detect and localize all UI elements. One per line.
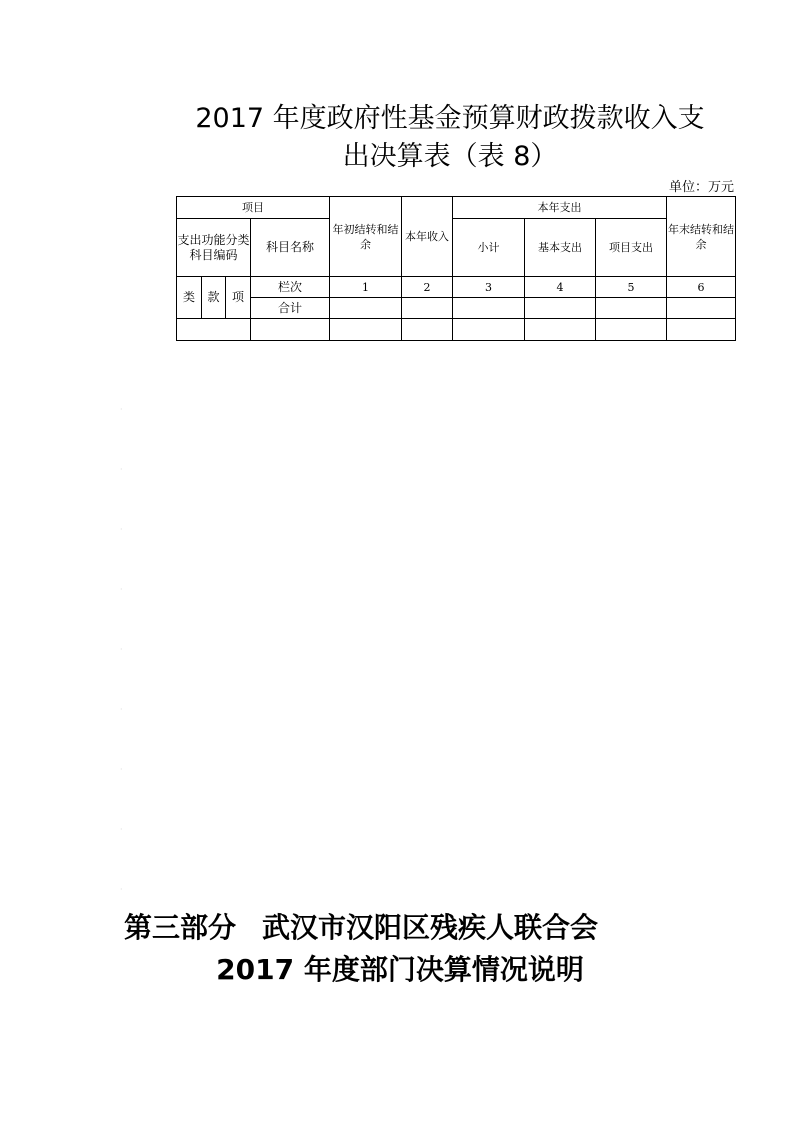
total-cell-3	[453, 298, 525, 319]
header-income: 本年收入	[402, 197, 453, 277]
header-expense: 本年支出	[453, 197, 667, 219]
part-subtitle: 2017 年度部门决算情况说明	[216, 953, 584, 986]
column-row-label: 栏次	[251, 277, 330, 298]
total-cell-5	[596, 298, 667, 319]
unit-label: 单位：万元	[668, 180, 734, 195]
header-subtotal: 小计	[453, 219, 525, 277]
header-closing-balance: 年末结转和结余	[667, 197, 736, 277]
part-org-name: 武汉市汉阳区残疾人联合会	[262, 911, 599, 944]
header-kuan: 款	[202, 277, 226, 319]
column-number-5: 5	[596, 277, 667, 298]
empty-cell-3	[453, 319, 525, 341]
column-number-3: 3	[453, 277, 525, 298]
empty-cell-6	[667, 319, 736, 341]
total-cell-1	[330, 298, 402, 319]
header-project: 项目	[177, 197, 330, 219]
empty-name-cell	[251, 319, 330, 341]
total-cell-4	[525, 298, 596, 319]
header-basic-expense: 基本支出	[525, 219, 596, 277]
table-title-line1: 2017 年度政府性基金预算财政拨款收入支	[195, 103, 705, 134]
empty-cell-5	[596, 319, 667, 341]
empty-cell-4	[525, 319, 596, 341]
total-label: 合计	[251, 298, 330, 319]
column-number-2: 2	[402, 277, 453, 298]
total-cell-2	[402, 298, 453, 319]
header-project-expense: 项目支出	[596, 219, 667, 277]
budget-table	[176, 196, 736, 341]
header-xiang: 项	[226, 277, 251, 319]
empty-cell-1	[330, 319, 402, 341]
empty-cell-2	[402, 319, 453, 341]
empty-code-cell	[177, 319, 251, 341]
column-number-6: 6	[667, 277, 736, 298]
column-number-1: 1	[330, 277, 402, 298]
total-cell-6	[667, 298, 736, 319]
faint-margin-marks: · · · · · · · · ·	[120, 405, 123, 894]
part-heading	[72, 908, 752, 948]
header-subject-name: 科目名称	[251, 219, 330, 277]
column-number-4: 4	[525, 277, 596, 298]
header-lei: 类	[177, 277, 202, 319]
table-title-line2: 出决算表（表 8）	[342, 141, 558, 172]
header-func-code: 支出功能分类科目编码	[177, 219, 251, 277]
header-opening-balance: 年初结转和结余	[330, 197, 402, 277]
part-number: 第三部分	[124, 911, 237, 944]
